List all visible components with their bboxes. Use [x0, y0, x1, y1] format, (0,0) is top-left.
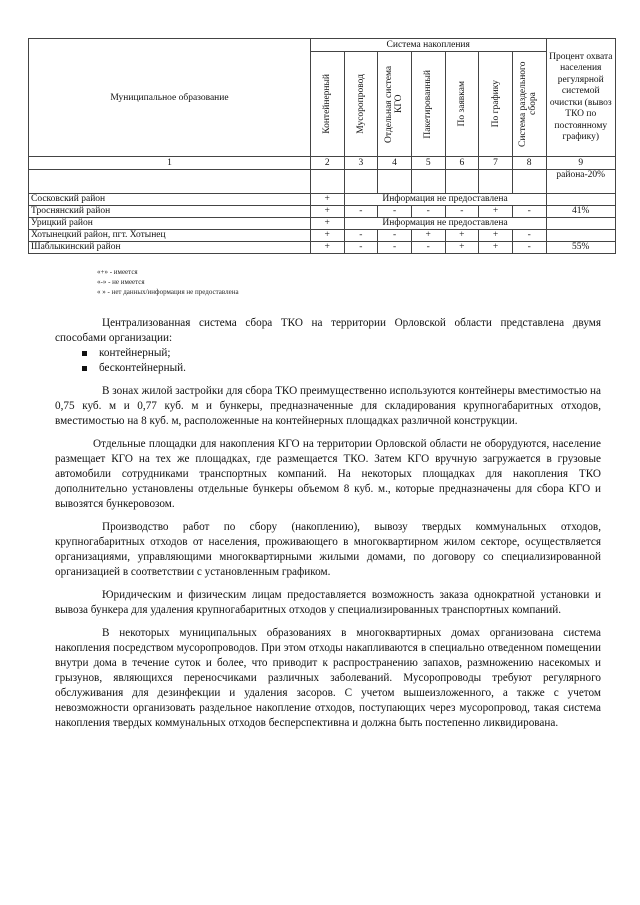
- legend-item: «-» - не имеется: [97, 278, 145, 286]
- table-row: Шаблыкинский район + - - - + + - 55%: [29, 242, 616, 254]
- table-legend: [97, 267, 239, 297]
- header-system-col: Система раздельного сбора: [512, 52, 546, 157]
- paragraph: В некоторых муниципальных образованиях в многоквартирных домах организована система накопления посредством мусоропроводов. При этом отходы накапливаются в специально отведенном помещении внутри дома в течение суток и более, что приводит к распространению запахов, размножению насекомых и грызунов, являющихся переносчиками различных заболеваний. Мусоропроводы требуют регулярного обслуживания для дезинфекции и удаления засоров. С учетом вышеизложенного, а также с учетом невозможности организовать раздельное накопление отходов, поступающих через мусоропровод, такая система накопления твердых коммунальных отходов бесперспективна и должна быть постепенно ликвидирована.: [55, 627, 601, 729]
- waste-collection-table: [28, 38, 616, 254]
- header-system-col: Мусоропровод: [344, 52, 378, 157]
- table-row-blank: района-20%: [29, 170, 616, 194]
- paragraph: Отдельные площадки для накопления КГО на территории Орловской области не оборудуются, население размещает КГО на тех же площадках, где размещается ТКО. Затем КГО вручную загружается в грузовые автомобили сотрудниками транспортных компаний. На некоторых площадках для накопления ТКО дополнительно установлены отдельные бункеры объемом 8 куб. м., которые предназначены для сбора КГО и вывозятся бункеровозом.: [55, 438, 601, 510]
- table-row: Троснянский район + - - - - + - 41%: [29, 206, 616, 218]
- bullet-list: [55, 346, 601, 376]
- header-system-col: Контейнерный: [310, 52, 344, 157]
- list-item: бесконтейнерный.: [82, 361, 601, 376]
- table-row: Сосковский район + Информация не предоставлена: [29, 194, 616, 206]
- column-number-row: 1 2 3 4 5 6 7 8 9: [29, 157, 616, 170]
- header-system: Система накопления: [310, 39, 546, 52]
- header-system-col: По графику: [479, 52, 513, 157]
- header-system-col: Пакетированный: [411, 52, 445, 157]
- bullet-icon: [82, 366, 87, 371]
- legend-item: «+» - имеется: [97, 268, 138, 276]
- header-percent: Процент охвата населения регулярной системой очистки (вывоз ТКО по постоянному графику): [546, 39, 615, 157]
- bullet-icon: [82, 351, 87, 356]
- body-text: [55, 316, 601, 731]
- header-system-col: Отдельная система КГО: [378, 52, 412, 157]
- legend-item: « » - нет данных/информация не предоставлена: [97, 288, 239, 296]
- list-item: контейнерный;: [82, 346, 601, 361]
- table-row: Урицкий район + Информация не предоставлена: [29, 218, 616, 230]
- paragraph: Централизованная система сбора ТКО на территории Орловской области представлена двумя способами организации:: [55, 317, 601, 344]
- header-system-col: По заявкам: [445, 52, 479, 157]
- paragraph: Производство работ по сбору (накоплению), вывозу твердых коммунальных отходов, крупногабаритных отходов от населения, проживающего в многоквартирном жилом секторе, осуществляется организациями, управляющими многоквартирными жилыми домами, по договору со специализированной организацией в соответствии с установленным графиком.: [55, 521, 601, 578]
- paragraph: Юридическим и физическим лицам предоставляется возможность заказа однократной установки и вывоза бункера для удаления крупногабаритных отходов у специализированных транспортных компаний.: [55, 589, 601, 616]
- header-municipality: Муниципальное образование: [29, 39, 311, 157]
- paragraph: В зонах жилой застройки для сбора ТКО преимущественно используются контейнеры вместимостью на 0,75 куб. м и 0,77 куб. м и бункеры, предназначенные для складирования крупногабаритных отходов, вместимостью на 8 куб. м, расположенные на контейнерных площадках различной конструкции.: [55, 385, 601, 427]
- table-row: Хотынецкий район, пгт. Хотынец + - - + + + -: [29, 230, 616, 242]
